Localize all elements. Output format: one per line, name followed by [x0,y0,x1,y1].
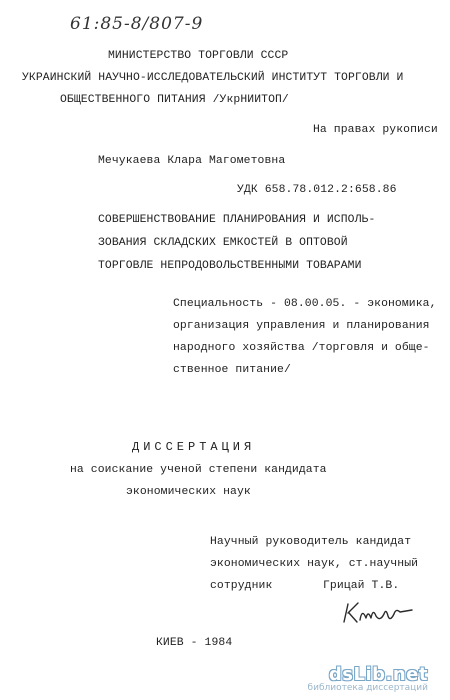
udc-code: УДК 658.78.012.2:658.86 [237,184,397,196]
dissertation-heading: ДИССЕРТАЦИЯ [132,440,256,454]
supervisor-name: Грицай Т.В. [323,580,400,592]
archive-code: 61:85-8/807-9 [70,14,204,34]
specialty-line-2: организация управления и планирования [173,320,430,332]
signature [340,598,420,628]
author-name: Мечукаева Клара Магометовна [98,155,286,167]
specialty-line-4: ственное питание/ [173,364,291,376]
watermark-subtitle: библиотека диссертаций [307,683,428,693]
manuscript-note: На правах рукописи [313,124,438,136]
place-year: КИЕВ - 1984 [156,637,233,649]
supervisor-line-3: сотрудник [210,580,273,592]
watermark-logo: dsLib.net [328,664,428,685]
title-line-2: ЗОВАНИЯ СКЛАДСКИХ ЕМКОСТЕЙ В ОПТОВОЙ [98,237,348,249]
title-line-3: ТОРГОВЛЕ НЕПРОДОВОЛЬСТВЕННЫМИ ТОВАРАМИ [98,260,362,272]
title-line-1: СОВЕРШЕНСТВОВАНИЕ ПЛАНИРОВАНИЯ И ИСПОЛЬ- [98,214,376,226]
degree-line-1: на соискание ученой степени кандидата [70,464,327,476]
institute-line-2: ОБЩЕСТВЕННОГО ПИТАНИЯ /УкрНИИТОП/ [60,94,289,106]
supervisor-line-2: экономических наук, ст.научный [210,558,419,570]
specialty-line-3: народного хозяйства /торговля и обще- [173,342,430,354]
institute-line: УКРАИНСКИЙ НАУЧНО-ИССЛЕДОВАТЕЛЬСКИЙ ИНСТИТУТ ТОРГОВЛИ И [22,72,404,84]
ministry-line: МИНИСТЕРСТВО ТОРГОВЛИ СССР [108,50,289,62]
degree-line-2: экономических наук [126,486,251,498]
specialty-line-1: Специальность - 08.00.05. - экономика, [173,298,437,310]
watermark [282,664,442,694]
supervisor-line-1: Научный руководитель кандидат [210,536,412,548]
